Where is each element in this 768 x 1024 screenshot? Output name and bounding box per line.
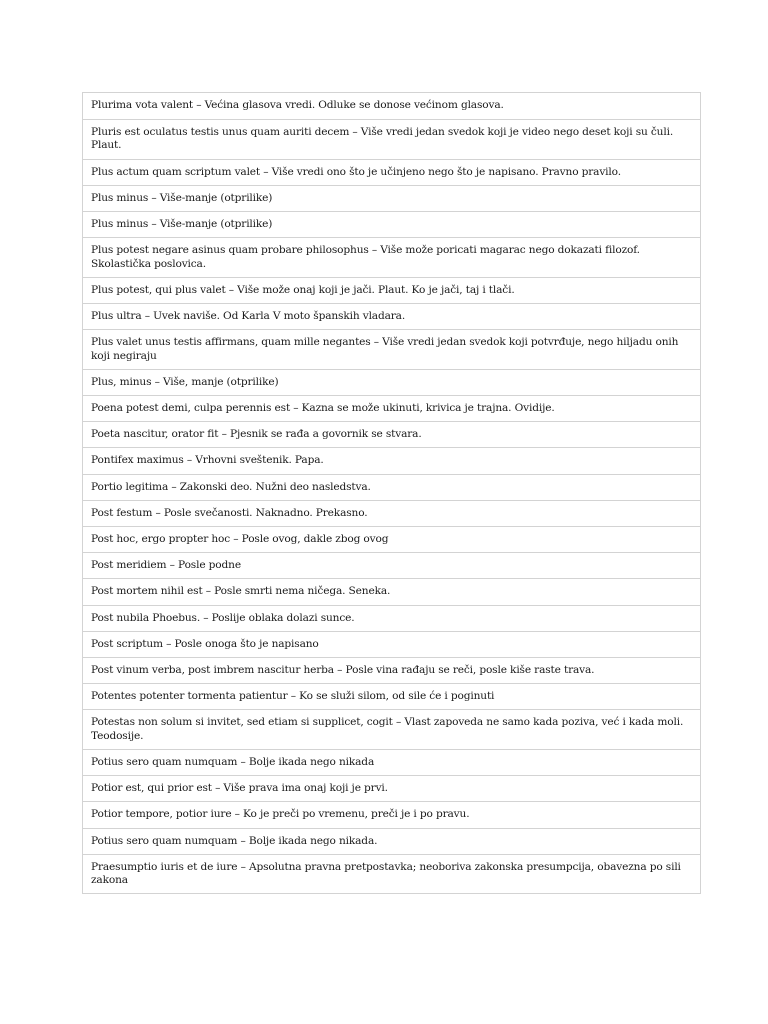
table-row: Post scriptum – Posle onoga što je napisano: [83, 631, 700, 657]
table-row: Poeta nascitur, orator fit – Pjesnik se rađa a govornik se stvara.: [83, 421, 700, 447]
table-row: Potior est, qui prior est – Više prava ima onaj koji je prvi.: [83, 775, 700, 801]
table-row: Portio legitima – Zakonski deo. Nužni deo nasledstva.: [83, 474, 700, 500]
table-row: Plus minus – Više-manje (otprilike): [83, 211, 700, 237]
table-row: Plurima vota valent – Većina glasova vredi. Odluke se donose većinom glasova.: [91, 99, 504, 111]
table-row: Post vinum verba, post imbrem nascitur herba – Posle vina rađaju se reči, posle kiše raste trava.: [83, 657, 700, 683]
table-row: Potius sero quam numquam – Bolje ikada nego nikada: [83, 749, 700, 775]
table-row: Post meridiem – Posle podne: [83, 552, 700, 578]
table-row: Post mortem nihil est – Posle smrti nema ničega. Seneka.: [83, 578, 700, 604]
table-row: Plus ultra – Uvek naviše. Od Karla V moto španskih vladara.: [83, 303, 700, 329]
table-row: Plus minus – Više-manje (otprilike): [83, 185, 700, 211]
table-row: Potestas non solum si invitet, sed etiam si supplicet, cogit – Vlast zapoveda ne samo kada poziva, već i kada moli. Teodosije.: [83, 709, 700, 749]
phrase-table: [82, 92, 701, 894]
table-row: Plus potest negare asinus quam probare philosophus – Više može poricati magarac nego dokazati filozof. Skolastička poslovica.: [83, 237, 700, 277]
table-row: Plus actum quam scriptum valet – Više vredi ono što je učinjeno nego što je napisano. Pravno pravilo.: [83, 159, 700, 185]
table-row: Post nubila Phoebus. – Poslije oblaka dolazi sunce.: [83, 605, 700, 631]
table-row: Plus valet unus testis affirmans, quam mille negantes – Više vredi jedan svedok koji potvrđuje, nego hiljadu onih koji negiraju: [83, 329, 700, 369]
table-row: Plus potest, qui plus valet – Više može onaj koji je jači. Plaut. Ko je jači, taj i tlači.: [83, 277, 700, 303]
table-row: Plus, minus – Više, manje (otprilike): [83, 369, 700, 395]
table-row: Post hoc, ergo propter hoc – Posle ovog, dakle zbog ovog: [83, 526, 700, 552]
table-row: Poena potest demi, culpa perennis est – Kazna se može ukinuti, krivica je trajna. Ovidije.: [83, 395, 700, 421]
table-row: Pontifex maximus – Vrhovni sveštenik. Papa.: [83, 447, 700, 473]
table-row: Post festum – Posle svečanosti. Naknadno. Prekasno.: [83, 500, 700, 526]
table-row: Potentes potenter tormenta patientur – Ko se služi silom, od sile će i poginuti: [83, 683, 700, 709]
table-row: Pluris est oculatus testis unus quam auriti decem – Više vredi jedan svedok koji je video nego deset koji su čuli. Plaut.: [83, 119, 700, 159]
table-row: Potius sero quam numquam – Bolje ikada nego nikada.: [83, 828, 700, 854]
table-row: Potior tempore, potior iure – Ko je preči po vremenu, preči je i po pravu.: [83, 801, 700, 827]
table-row: Praesumptio iuris et de iure – Apsolutna pravna pretpostavka; neoboriva zakonska presumpcija, obavezna po sili zakona: [83, 854, 700, 894]
